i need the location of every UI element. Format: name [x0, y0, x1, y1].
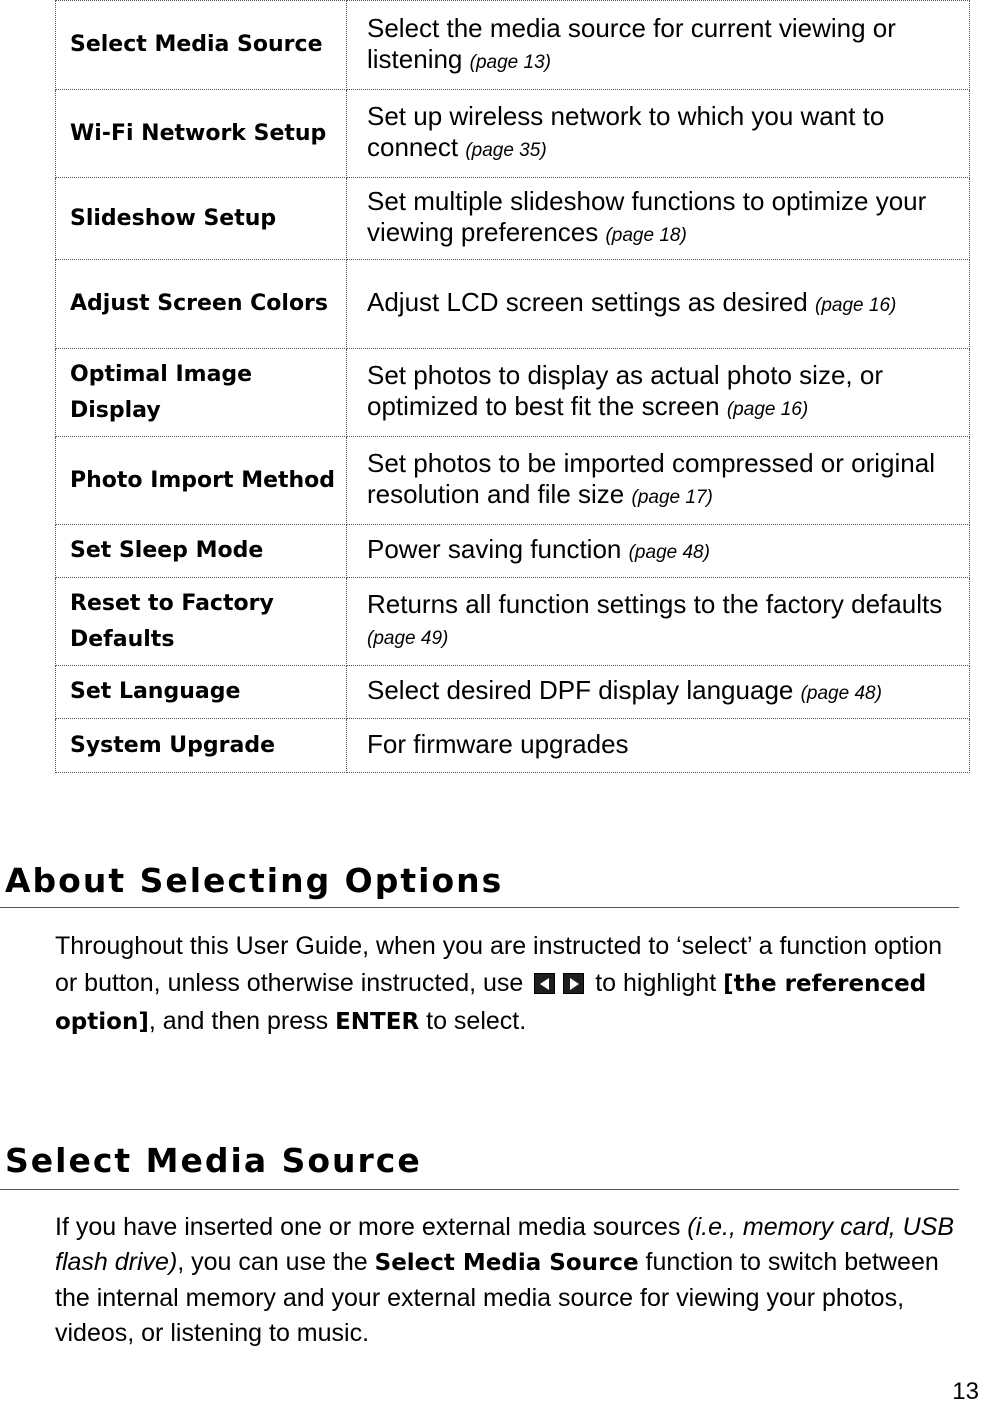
table-row	[56, 90, 970, 178]
setting-description	[347, 349, 970, 437]
referenced-option-text: [the referenced option]	[55, 971, 927, 1035]
page-reference: (page 49)	[367, 628, 449, 649]
description-text: Adjust LCD screen settings as desired	[367, 287, 808, 317]
page-reference: (page 18)	[605, 225, 687, 246]
left-arrow-glyph	[540, 978, 549, 990]
settings-table	[55, 0, 970, 773]
description-text: Select desired DPF display language	[367, 675, 794, 705]
description-text: Set up wireless network to which you want to connect	[367, 101, 885, 162]
table-row	[56, 437, 970, 525]
description-text: Select the media source for current viewing or listening	[367, 12, 896, 74]
about-selecting-heading: About Selecting Options	[5, 861, 504, 900]
table-row	[56, 666, 970, 719]
setting-description	[347, 178, 970, 260]
media-text-1: If you have inserted one or more external media sources	[55, 1213, 681, 1241]
right-arrow-glyph	[570, 978, 579, 990]
page-reference: (page 48)	[800, 683, 882, 704]
about-text-1: Throughout this User Guide, when you are instructed to ‘select’ a function option or button, unless otherwise instructed, use	[55, 932, 943, 997]
description-text: Set multiple slideshow functions to optimize your viewing preferences	[367, 186, 927, 247]
about-text-2: to highlight	[595, 969, 717, 997]
description-text: Set photos to display as actual photo size, or optimized to best fit the screen	[367, 360, 883, 421]
setting-name: Set Sleep Mode	[56, 525, 347, 578]
table-row	[56, 178, 970, 260]
heading-rule	[0, 1189, 959, 1190]
table-row	[56, 525, 970, 578]
about-text-3: , and then press	[148, 1007, 329, 1035]
setting-description	[347, 1, 970, 90]
setting-description	[347, 437, 970, 525]
media-paragraph	[55, 1210, 960, 1351]
description-text: Set photos to be imported compressed or original resolution and file size	[367, 448, 935, 509]
page-reference: (page 35)	[465, 140, 547, 161]
right-arrow-icon	[563, 973, 584, 994]
setting-name: Optimal Image Display	[56, 349, 347, 437]
setting-name: Photo Import Method	[56, 437, 347, 525]
setting-description	[347, 578, 970, 666]
description-text: Returns all function settings to the factory defaults	[367, 589, 943, 619]
about-paragraph	[55, 928, 960, 1041]
table-row	[56, 349, 970, 437]
select-media-heading: Select Media Source	[5, 1141, 422, 1180]
table-row	[56, 719, 970, 773]
setting-description	[347, 525, 970, 578]
setting-name: Select Media Source	[56, 1, 347, 90]
setting-description	[347, 260, 970, 349]
setting-name: Set Language	[56, 666, 347, 719]
table-row	[56, 578, 970, 666]
setting-description	[347, 90, 970, 178]
setting-name: Adjust Screen Colors	[56, 260, 347, 349]
table-row	[56, 1, 970, 90]
media-text-3: function to switch between the internal memory and your external media source for viewing your photos, videos, or listening to music.	[55, 1248, 939, 1347]
setting-name: Wi-Fi Network Setup	[56, 90, 347, 178]
select-media-source-text: Select Media Source	[374, 1250, 639, 1276]
page-number: 13	[952, 1378, 979, 1405]
heading-rule	[0, 907, 959, 908]
left-arrow-icon	[534, 973, 555, 994]
setting-name: Slideshow Setup	[56, 178, 347, 260]
page-reference: (page 13)	[469, 51, 551, 73]
about-text-4: to select.	[426, 1007, 527, 1035]
page-reference: (page 17)	[631, 487, 713, 508]
setting-description	[347, 719, 970, 773]
enter-key-text: ENTER	[335, 1009, 420, 1035]
page-reference: (page 16)	[726, 399, 809, 420]
setting-name: System Upgrade	[56, 719, 347, 773]
setting-name: Reset to Factory Defaults	[56, 578, 347, 666]
description-text: Power saving function	[367, 534, 622, 564]
media-text-2: , you can use the	[177, 1248, 368, 1276]
setting-description	[347, 666, 970, 719]
table-row	[56, 260, 970, 349]
page-reference: (page 16)	[815, 295, 897, 316]
media-examples-text: (i.e., memory card, USB flash drive)	[55, 1213, 955, 1276]
description-text: For firmware upgrades	[367, 728, 629, 759]
page-reference: (page 48)	[628, 542, 710, 563]
